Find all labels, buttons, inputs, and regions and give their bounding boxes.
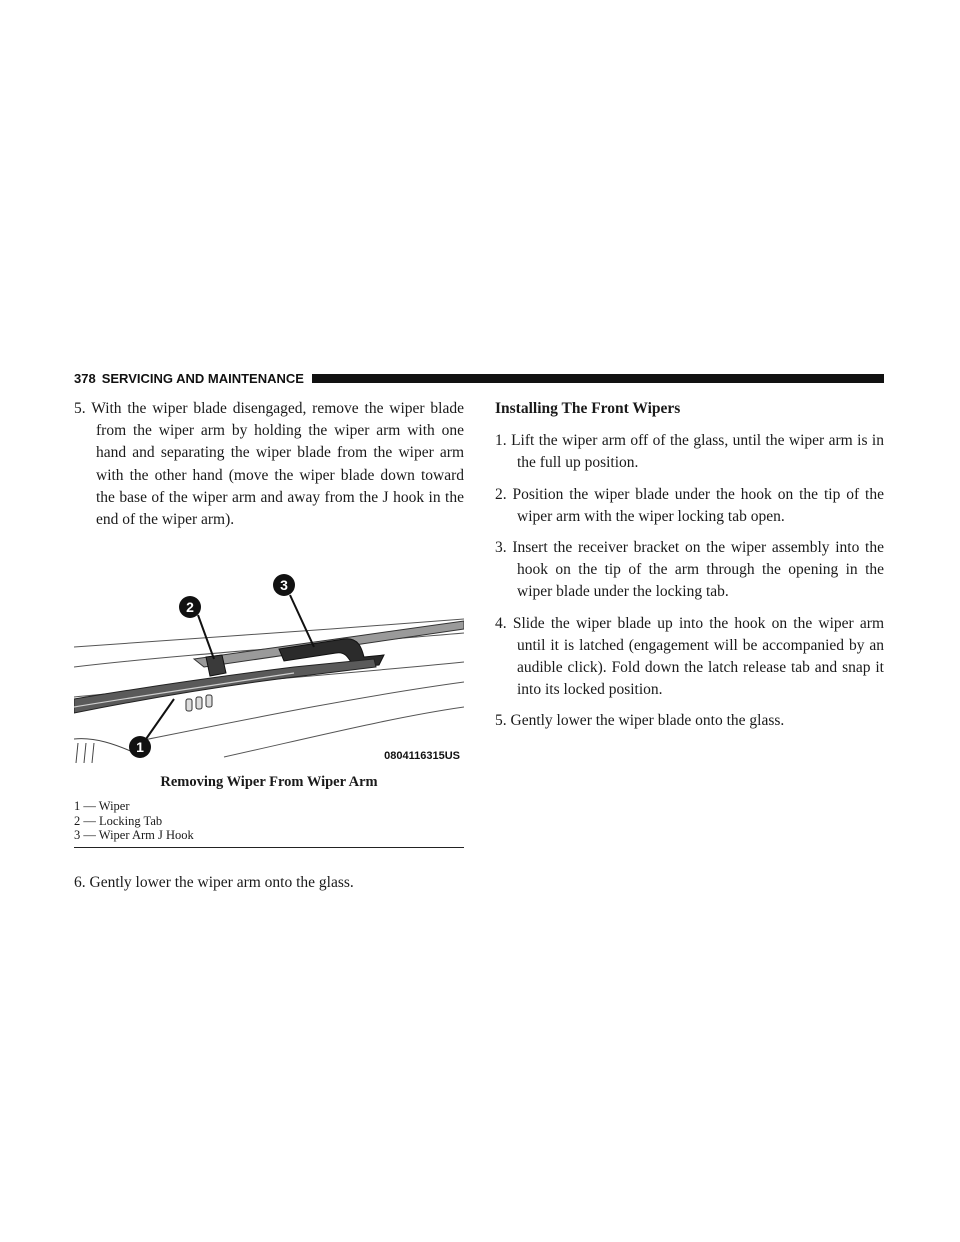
install-step-1: 1. Lift the wiper arm off of the glass, until the wiper arm is in the full up position. [495,432,884,472]
left-column [74,398,464,903]
blade-clips [186,695,212,711]
callout-1 [129,736,151,758]
right-column [495,398,884,742]
wiper-illustration [74,567,464,767]
figure-code: 0804116315US [384,750,460,763]
legend-item-j-hook: 3 — Wiper Arm J Hook [74,828,194,843]
page-header [74,370,884,386]
step-5-text: 5. With the wiper blade disengaged, remove the wiper blade from the wiper arm by holding the wiper arm with one hand and separating the wiper blade from the wiper arm with the other hand (move the wiper blade down toward the base of the wiper arm and away from the J hook in the end of the wiper arm). [74,400,464,529]
section-title: SERVICING AND MAINTENANCE [101,370,304,386]
callout-2 [179,596,201,618]
figure-legend [74,799,464,848]
page-number: 378 [74,370,96,386]
svg-text:1: 1 [136,739,144,756]
install-step-2: 2. Position the wiper blade under the hook on the tip of the wiper arm with the wiper locking tab open. [495,485,884,525]
section-heading: Installing The Front Wipers [495,400,681,417]
legend-item-wiper: 1 — Wiper [74,799,130,814]
install-step-5: 5. Gently lower the wiper blade onto the glass. [495,712,785,730]
glass-lines [74,619,464,757]
figure-caption: Removing Wiper From Wiper Arm [160,774,378,791]
svg-text:3: 3 [280,577,288,594]
callout-leaders [146,595,314,739]
callout-3 [273,574,295,596]
step-6-text: 6. Gently lower the wiper arm onto the glass. [74,873,354,891]
wiper-removal-figure [74,567,464,767]
install-step-3: 3. Insert the receiver bracket on the wiper assembly into the hook on the tip of the arm through the opening in the wiper blade under the locking tab. [495,539,884,601]
install-step-4: 4. Slide the wiper blade up into the hook on the wiper arm until it is latched (engagement will be accompanied by an audible click). Fold down the latch release tab and snap it into its locked position. [495,614,884,699]
locking-tab [206,655,226,676]
header-rule [312,374,884,383]
blade-highlight [74,673,294,707]
svg-text:2: 2 [186,599,194,616]
legend-item-locking-tab: 2 — Locking Tab [74,813,163,828]
